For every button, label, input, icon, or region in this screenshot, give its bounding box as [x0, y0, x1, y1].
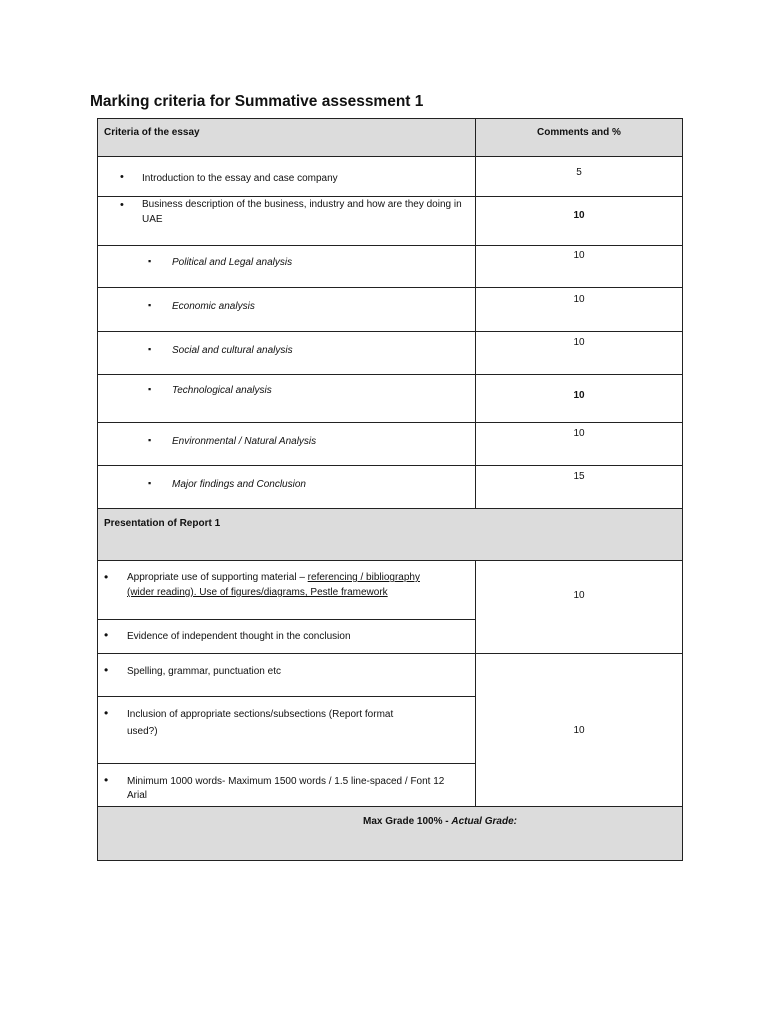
criteria-header: Criteria of the essay: [98, 119, 476, 157]
presentation-value: 10: [573, 590, 585, 601]
presentation-text-line2: (wider reading). Use of figures/diagrams, Pestle framework: [127, 587, 388, 598]
presentation-text-line2: Arial: [127, 790, 148, 801]
table-row: [98, 561, 683, 620]
criterion-text: Environmental / Natural Analysis: [172, 436, 317, 447]
square-bullet-icon: ▪: [148, 435, 152, 445]
criterion-value: 5: [576, 167, 582, 178]
presentation-text-line1: Minimum 1000 words- Maximum 1500 words / 1.5 line-spaced / Font 12: [127, 776, 445, 787]
criterion-value: 10: [573, 428, 585, 439]
max-grade-label: Max Grade 100% -: [363, 816, 452, 827]
bullet-icon: •: [120, 199, 124, 211]
square-bullet-icon: ▪: [148, 300, 152, 310]
presentation-text: Evidence of independent thought in the conclusion: [127, 631, 351, 642]
criterion-value: 10: [573, 390, 585, 401]
criterion-text: Introduction to the essay and case company: [142, 173, 338, 184]
page-title: Marking criteria for Summative assessment 1: [90, 93, 424, 110]
section-title: Presentation of Report 1: [98, 509, 683, 561]
table-header-row: [98, 119, 683, 157]
table-row: [98, 466, 683, 509]
presentation-text-line1-a: Appropriate use of supporting material –: [127, 572, 308, 583]
footer-row: [98, 807, 683, 861]
criterion-text: Economic analysis: [172, 301, 255, 312]
bullet-icon: •: [104, 663, 109, 677]
criterion-text: Major findings and Conclusion: [172, 479, 306, 490]
criterion-value: 10: [573, 337, 585, 348]
presentation-text: Spelling, grammar, punctuation etc: [127, 666, 281, 677]
square-bullet-icon: ▪: [148, 256, 152, 266]
table-row: [98, 375, 683, 423]
table-row: [98, 654, 683, 697]
criterion-text-line1: Business description of the business, industry and how are they doing in: [142, 199, 462, 210]
criterion-value: 10: [573, 250, 585, 261]
presentation-text-line1: Inclusion of appropriate sections/subsections (Report format: [127, 709, 394, 720]
criterion-text: Technological analysis: [172, 385, 272, 396]
comments-header: Comments and %: [476, 119, 683, 157]
square-bullet-icon: ▪: [148, 478, 152, 488]
criterion-text: Political and Legal analysis: [172, 257, 293, 268]
bullet-icon: •: [104, 706, 109, 720]
presentation-text-line1-b: referencing / bibliography: [307, 572, 420, 583]
criterion-value: 10: [573, 210, 585, 221]
marking-criteria-table: [97, 118, 683, 861]
square-bullet-icon: ▪: [148, 344, 152, 354]
square-bullet-icon: ▪: [148, 384, 152, 394]
table-row: [98, 246, 683, 288]
criterion-text: Social and cultural analysis: [172, 345, 293, 356]
table-row: [98, 197, 683, 246]
table-row: [98, 157, 683, 197]
table-row: [98, 288, 683, 332]
bullet-icon: •: [120, 171, 124, 183]
criterion-text-line2: UAE: [142, 214, 163, 225]
bullet-icon: •: [104, 773, 109, 787]
table-row: [98, 332, 683, 375]
bullet-icon: •: [104, 570, 109, 584]
criterion-value: 15: [573, 471, 585, 482]
presentation-text-line1: [127, 572, 420, 583]
table-row: [98, 423, 683, 466]
section-row: [98, 509, 683, 561]
presentation-text-line2: used?): [127, 726, 158, 737]
presentation-value: 10: [573, 725, 585, 736]
criterion-value: 10: [573, 294, 585, 305]
actual-grade-label: Actual Grade:: [451, 816, 517, 827]
bullet-icon: •: [104, 628, 109, 642]
